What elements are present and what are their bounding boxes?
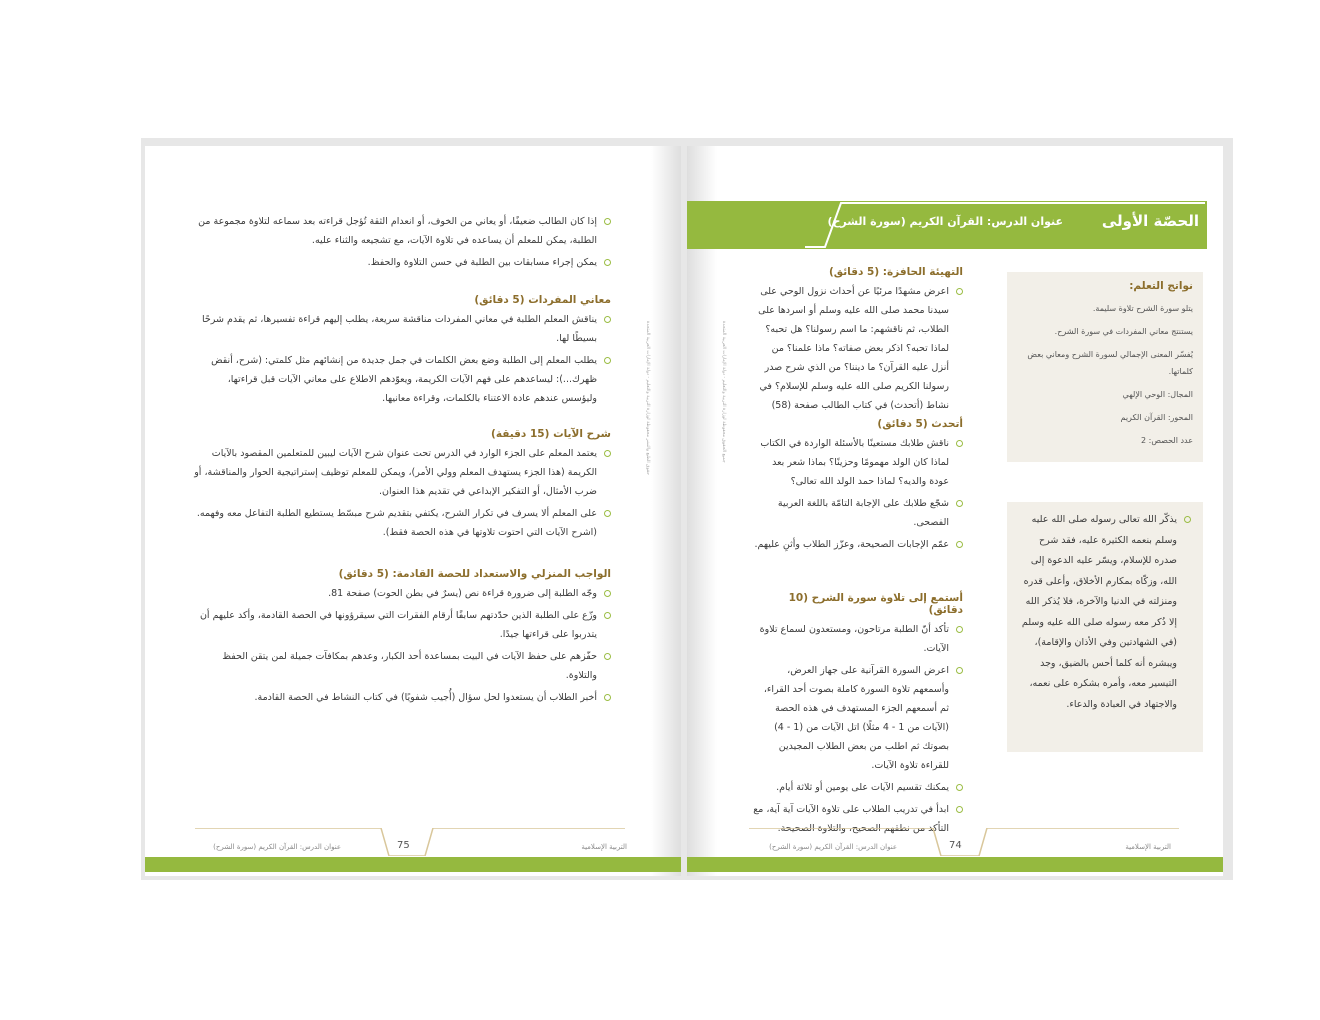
page-74 (687, 146, 1223, 876)
outcome-item: المحور: القرآن الكريم (1120, 413, 1193, 422)
vocab-bullet: يناقش المعلم الطلبة في معاني المفردات مناقشة سريعة، يطلب إليهم قراءة تفسيرها، ثم يقدم شرحًا بسيطًا لها. (191, 310, 611, 348)
talk-bullet: عمّم الإجابات الصحيحة، وعزّز الطلاب وأثنِ عليهم. (753, 535, 963, 554)
footer-lesson-title: عنوان الدرس: القرآن الكريم (سورة الشرح) (769, 843, 897, 851)
book-spread (141, 138, 1233, 880)
listen-heading: أستمع إلى تلاوة سورة الشرح (10 دقائق) (788, 592, 963, 616)
warmup-bullet: اعرض مشهدًا مرئيًا عن أحداث نزول الوحي على سيدنا محمد صلى الله عليه وسلم أو اسردها على الطلاب، ثم ناقشهم: ما اسم رسولنا؟ هل تحبه؟ لماذا تحبه؟ اذكر بعض صفاته؟ ماذا علمنا؟ من أنزل عليه القرآن؟ ما ديننا؟ من الذي شرح صدر رسولنا الكريم صلى الله عليه وسلم للإسلام؟ في نشاط (أتحدث) في كتاب الطالب صفحة (58) (753, 282, 963, 415)
listen-bullet: اعرض السورة القرآنية على جهاز العرض، وأسمعهم تلاوة السورة كاملة بصوت أحد القراء، ثم أسمعهم الجزء المستهدف في هذه الحصة (الآيات من 1 - 4 مثلًا) اتل الآيات من (1 - 4) بصوتك ثم اطلب من بعض الطلاب المجيدين للقراءة تلاوة الآيات. (753, 661, 963, 775)
intro-section (191, 212, 611, 275)
page-number: 74 (949, 840, 962, 851)
footer-tab (195, 828, 625, 856)
gutter-shadow (687, 146, 717, 876)
footer-lesson-title: عنوان الدرس: القرآن الكريم (سورة الشرح) (213, 843, 341, 851)
outcome-item: عدد الحصص: 2 (1141, 436, 1193, 445)
explanation-section (191, 428, 611, 545)
listen-bullet: يمكنك تقسيم الآيات على يومين أو ثلاثة أيام. (753, 778, 963, 797)
surah-summary-box (1007, 502, 1203, 752)
homework-section (191, 568, 611, 710)
outcomes-heading: نواتج التعلم: (1129, 280, 1193, 292)
explanation-bullet: يعتمد المعلم على الجزء الوارد في الدرس تحت عنوان شرح الآيات ليبين للمتعلمين المقصود بالآيات الكريمة (هذا الجزء يستهدف المعلم وولي الأمر)، ويمكن للمعلم توظيف إستراتيجية الحوار والمناقشة، أو ضرب الأمثال، أو التفكير الإبداعي في تقديم هذا العنوان. (191, 444, 611, 501)
talk-section (753, 418, 963, 557)
listen-bullet: تأكد أنّ الطلبة مرتاحون، ومستعدون لسماع تلاوة الآيات. (753, 620, 963, 658)
homework-bullet: حفّزهم على حفظ الآيات في البيت بمساعدة أحد الكبار، وعدهم بمكافآت جميلة لمن يتقن الحفظ والتلاوة. (191, 647, 611, 685)
listen-section (753, 592, 963, 841)
footer-bar (145, 857, 681, 872)
footer-subject: التربية الإسلامية (581, 843, 627, 851)
surah-summary: يذكّر الله تعالى رسوله صلى الله عليه وسلم بنعمه الكثيرة عليه، فقد شرح صدره للإسلام، ويسّر عليه الدعوة إلى الله، وزكّاه بمكارم الأخلاق، وأعلى قدره ومنزلته في الدنيا والآخرة، فلا يُذكر الله إلا ذُكر معه رسوله صلى الله عليه وسلم (في الشهادتين وفي الأذان والإقامة)، ويبشره أنه كلما أحس بالضيق، وجد التيسير معه، وأمره بشكره على نعمه، والاجتهاد في العبادة والدعاء. (1015, 510, 1191, 715)
homework-bullet: وزّع على الطلبة الذين حدّدتهم سابقًا أرقام الفقرات التي سيقرؤونها في الحصة القادمة، وأكد عليهم أن يتدربوا على قراءتها جيدًا. (191, 606, 611, 644)
side-copyright-text: حقوق الطبع والنشر محفوظة لوزارة التربية والتعليم - دولة الإمارات العربية المتحدة (645, 321, 650, 475)
outcome-item: يتلو سورة الشرح تلاوة سليمة. (1092, 304, 1193, 313)
homework-heading: الواجب المنزلي والاستعداد للحصة القادمة: (5 دقائق) (338, 568, 611, 580)
talk-bullet: شجّع طلابك على الإجابة التامّة باللغة العربية الفصحى. (753, 494, 963, 532)
explanation-heading: شرح الآيات (15 دقيقة) (491, 428, 611, 440)
footer-tab (749, 828, 1179, 856)
vocab-section (191, 294, 611, 411)
vocab-bullet: يطلب المعلم إلى الطلبة وضع بعض الكلمات في جمل جديدة من إنشائهم مثل كلمتي: (شرح، أنقض ظهرك...): ليساعدهم على فهم الآيات الكريمة، ويعوّدهم الاطلاع على معاني الآيات قبل قراءتها، وليؤسس عندهم عادة الاعتناء بالكلمات، وقراءة معانيها. (191, 351, 611, 408)
listen-bullet: ابدأ في تدريب الطلاب على تلاوة الآيات آية آية، مع التأكد من نطقهم الصحيح، والتلاوة الصحيحة. (753, 800, 963, 838)
warmup-section (753, 266, 963, 418)
outcome-item: المجال: الوحي الإلهي (1122, 390, 1193, 399)
homework-bullet: وجّه الطلبة إلى ضرورة قراءة نص (يسرٌ في بطن الحوت) صفحة 81. (191, 584, 611, 603)
outcome-item: يُفسّر المعنى الإجمالي لسورة الشرح ومعاني بعض كلماتها. (1027, 350, 1193, 376)
explanation-bullet: على المعلم ألا يسرف في تكرار الشرح، يكتفي بتقديم شرح مبسّط يستطيع الطلبة التفاعل معه وفهمه. (اشرح الآيات التي احتوت تلاوتها في هذه الحصة فقط). (191, 504, 611, 542)
side-copyright-text: جميع الحقوق محفوظة لوزارة التربية والتعليم - دولة الإمارات العربية المتحدة (721, 321, 726, 463)
footer-subject: التربية الإسلامية (1125, 843, 1171, 851)
talk-heading: أتحدث (5 دقائق) (877, 418, 963, 430)
homework-bullet: أخبر الطلاب أن يستعدوا لحل سؤال (أُجيب شفويًا) في كتاب النشاط في الحصة القادمة. (191, 688, 611, 707)
gutter-shadow (651, 146, 681, 876)
footer-bar (687, 857, 1223, 872)
warmup-heading: التهيئة الحافزة: (5 دقائق) (828, 266, 963, 278)
intro-bullet: إذا كان الطالب ضعيفًا، أو يعاني من الخوف، أو انعدام الثقة تُؤجل قراءته بعد سماعه لتلاوة مجموعة من الطلبة، يمكن للمعلم أن يساعده في تلاوة الآيات، مع تشجيعه والثناء عليه. (191, 212, 611, 250)
intro-bullet: يمكن إجراء مسابقات بين الطلبة في حسن التلاوة والحفظ. (191, 253, 611, 272)
page-75 (145, 146, 681, 876)
vocab-heading: معاني المفردات (5 دقائق) (474, 294, 611, 306)
learning-outcomes-box (1007, 272, 1203, 462)
lesson-title: عنوان الدرس: القرآن الكريم (سورة الشرح) (827, 215, 1063, 228)
outcome-item: يستنتج معاني المفردات في سورة الشرح. (1054, 327, 1193, 336)
talk-bullet: ناقش طلابك مستعينًا بالأسئلة الواردة في الكتاب لماذا كان الولد مهمومًا وحزينًا؟ بماذا شعر بعد عودة والديه؟ لماذا حمد الولد الله تعالى؟ (753, 434, 963, 491)
lesson-label: الحصّة الأولى (1101, 212, 1199, 230)
page-number: 75 (397, 840, 410, 851)
